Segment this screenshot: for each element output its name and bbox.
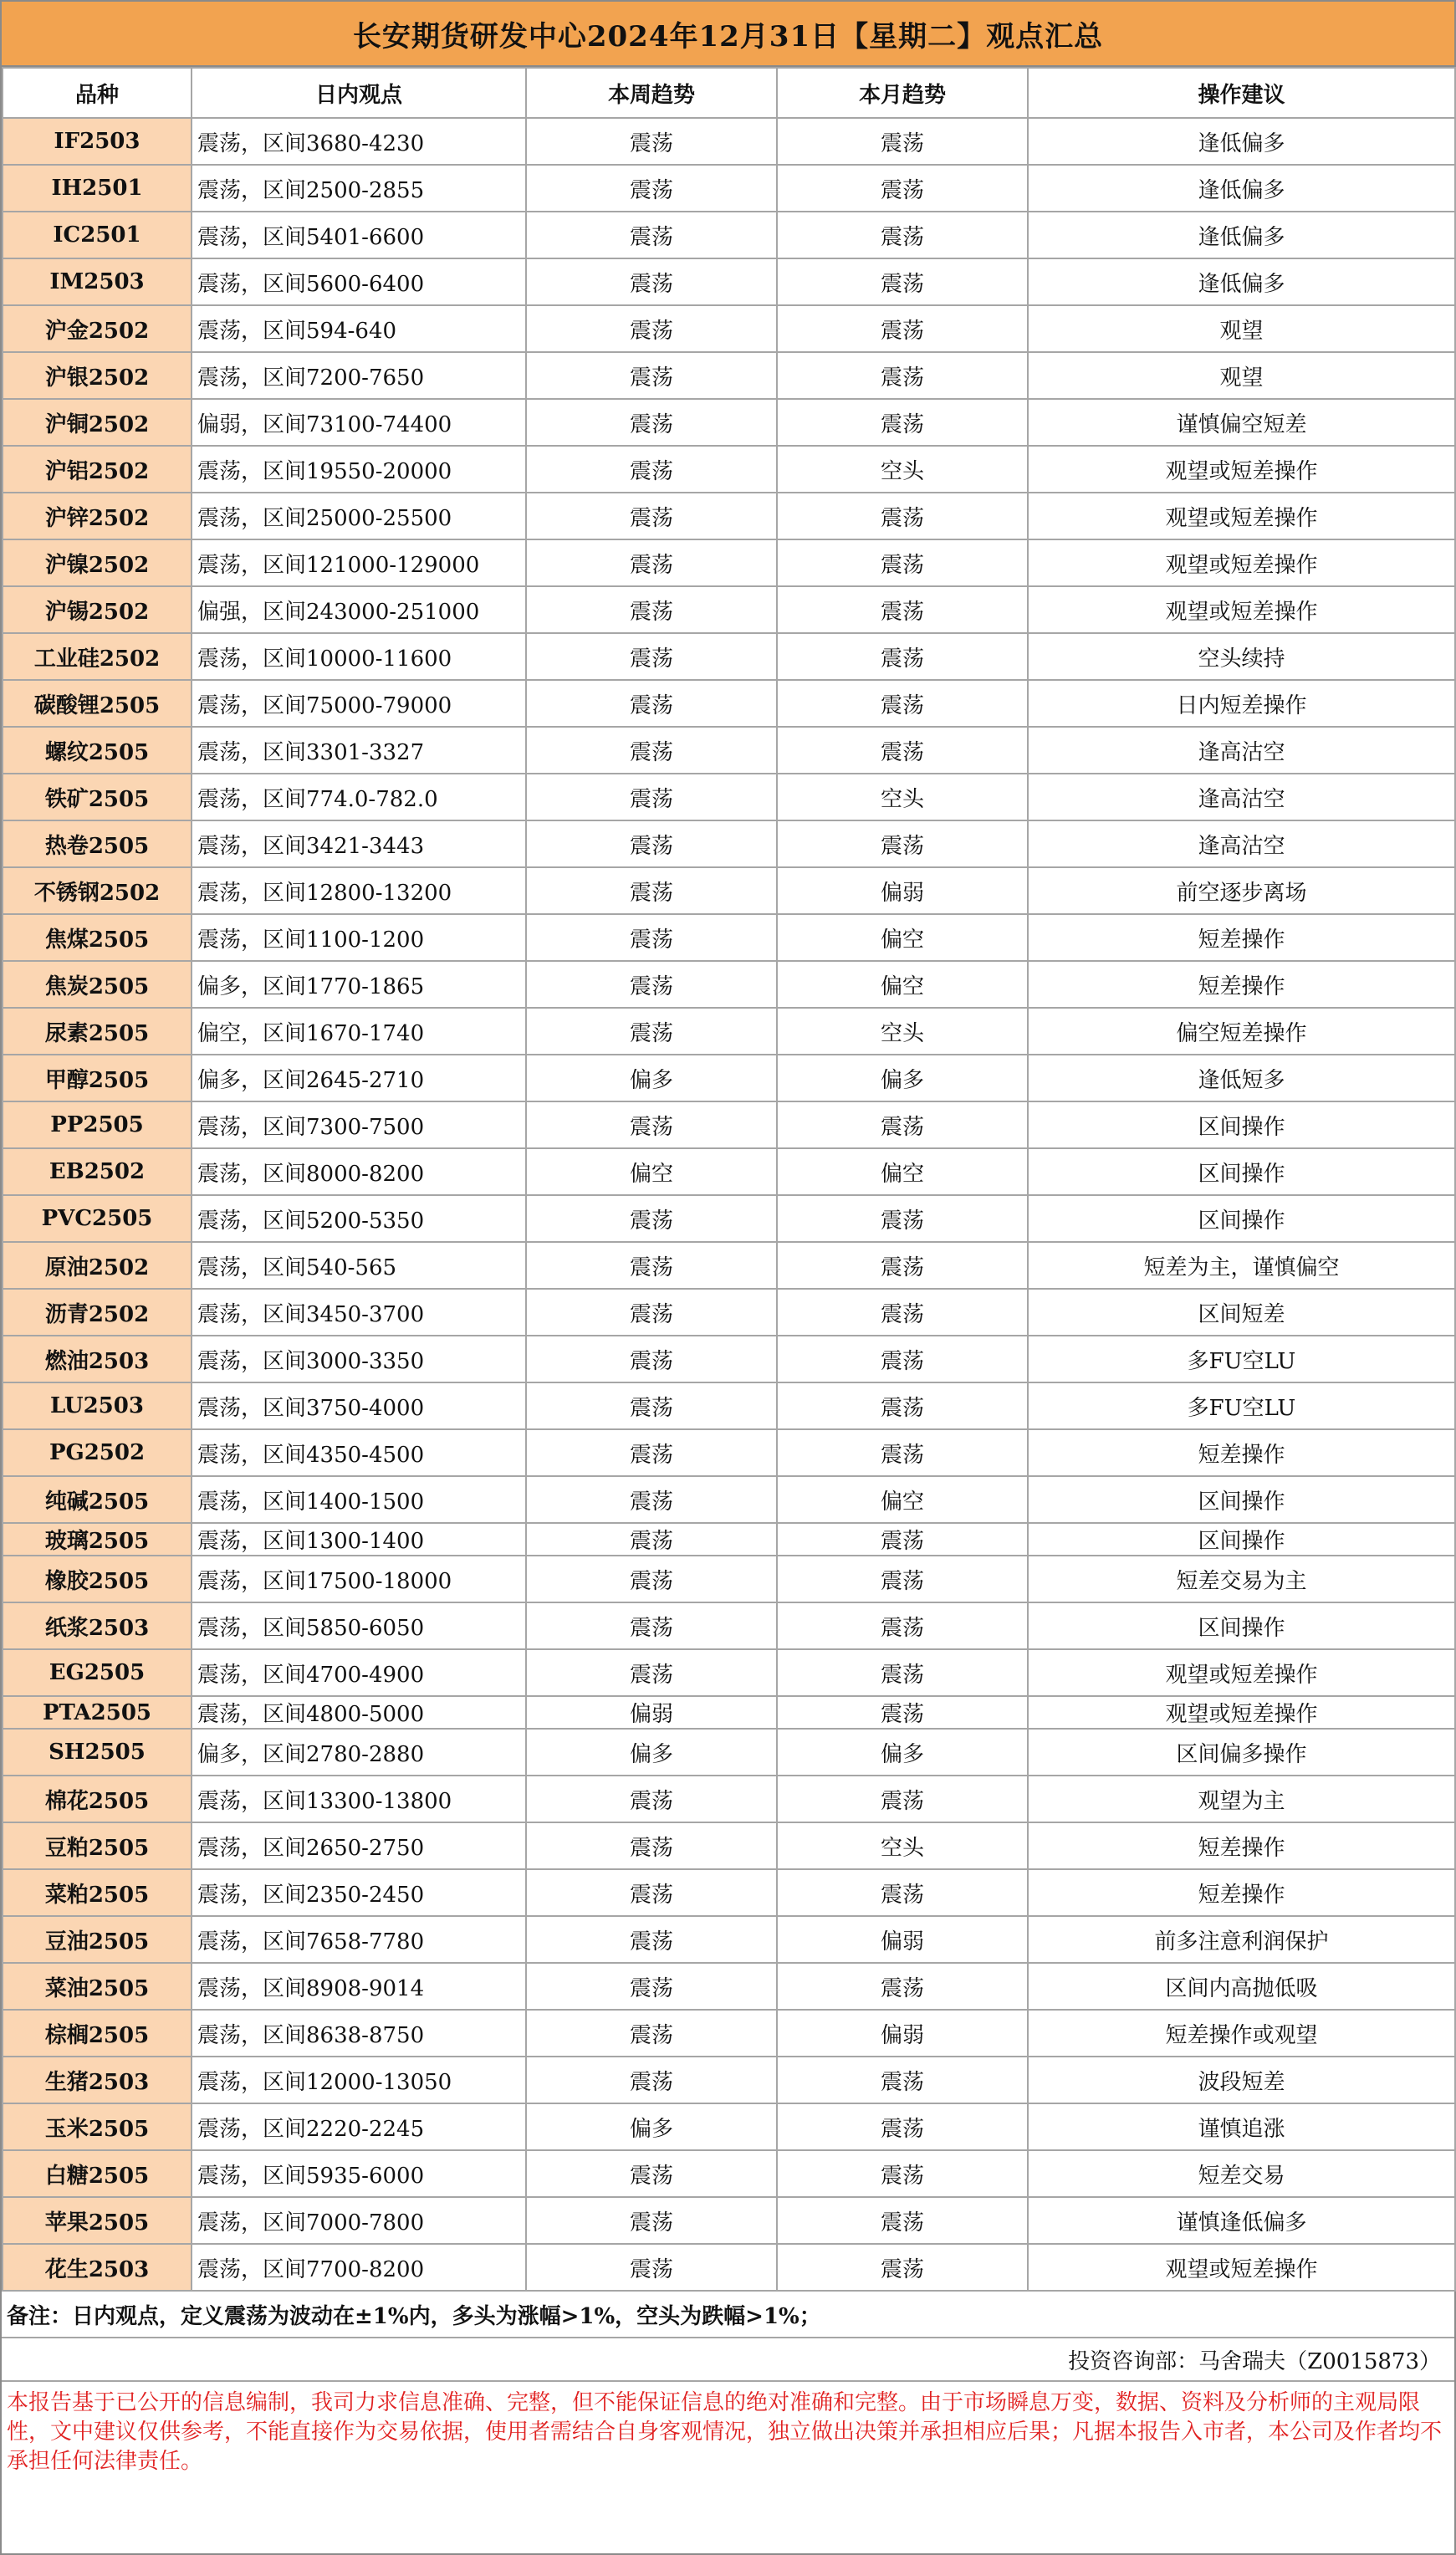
month-trend-cell: 偏弱	[777, 1916, 1028, 1963]
intraday-view-cell: 震荡，区间8000-8200	[192, 1148, 526, 1195]
variety-cell: 甲醇2505	[3, 1055, 192, 1101]
advice-cell: 逢低偏多	[1028, 118, 1455, 165]
table-row	[3, 305, 1455, 352]
week-trend-cell: 震荡	[526, 633, 777, 680]
table-row	[3, 1649, 1455, 1696]
advice-cell: 逢高沽空	[1028, 727, 1455, 774]
table-row	[3, 165, 1455, 212]
table-row	[3, 1696, 1455, 1729]
month-trend-cell: 震荡	[777, 1429, 1028, 1476]
advice-cell: 短差交易	[1028, 2150, 1455, 2197]
intraday-view-cell: 震荡，区间3750-4000	[192, 1382, 526, 1429]
advice-cell: 短差操作	[1028, 1429, 1455, 1476]
week-trend-cell: 震荡	[526, 1523, 777, 1556]
advice-cell: 逢高沽空	[1028, 774, 1455, 820]
header-variety: 品种	[3, 68, 192, 118]
month-trend-cell: 震荡	[777, 258, 1028, 305]
intraday-view-cell: 震荡，区间5600-6400	[192, 258, 526, 305]
advice-cell: 波段短差	[1028, 2057, 1455, 2103]
header-row	[3, 68, 1455, 118]
advice-cell: 短差操作或观望	[1028, 2010, 1455, 2057]
week-trend-cell: 偏多	[526, 2103, 777, 2150]
month-trend-cell: 震荡	[777, 399, 1028, 446]
advice-cell: 逢低偏多	[1028, 165, 1455, 212]
intraday-view-cell: 震荡，区间5200-5350	[192, 1195, 526, 1242]
table-row	[3, 2057, 1455, 2103]
intraday-view-cell: 震荡，区间13300-13800	[192, 1776, 526, 1822]
variety-cell: 生猪2503	[3, 2057, 192, 2103]
variety-cell: 苹果2505	[3, 2197, 192, 2244]
week-trend-cell: 震荡	[526, 774, 777, 820]
week-trend-cell: 震荡	[526, 165, 777, 212]
header-month-trend: 本月趋势	[777, 68, 1028, 118]
month-trend-cell: 震荡	[777, 1776, 1028, 1822]
advice-cell: 谨慎追涨	[1028, 2103, 1455, 2150]
intraday-view-cell: 震荡，区间2220-2245	[192, 2103, 526, 2150]
variety-cell: 玻璃2505	[3, 1523, 192, 1556]
month-trend-cell: 震荡	[777, 493, 1028, 539]
month-trend-cell: 震荡	[777, 1523, 1028, 1556]
table-row	[3, 1776, 1455, 1822]
variety-cell: 沪锡2502	[3, 586, 192, 633]
week-trend-cell: 震荡	[526, 1476, 777, 1523]
month-trend-cell: 震荡	[777, 1382, 1028, 1429]
table-row	[3, 399, 1455, 446]
week-trend-cell: 震荡	[526, 680, 777, 727]
intraday-view-cell: 震荡，区间540-565	[192, 1242, 526, 1289]
advice-cell: 区间偏多操作	[1028, 1729, 1455, 1776]
table-row	[3, 1382, 1455, 1429]
table-row	[3, 1242, 1455, 1289]
week-trend-cell: 偏弱	[526, 1696, 777, 1729]
table-row	[3, 1336, 1455, 1382]
variety-cell: 纸浆2503	[3, 1602, 192, 1649]
table-row	[3, 1148, 1455, 1195]
week-trend-cell: 震荡	[526, 727, 777, 774]
table-row	[3, 727, 1455, 774]
month-trend-cell: 震荡	[777, 586, 1028, 633]
intraday-view-cell: 偏强，区间243000-251000	[192, 586, 526, 633]
table-row	[3, 820, 1455, 867]
advice-cell: 短差交易为主	[1028, 1556, 1455, 1602]
week-trend-cell: 震荡	[526, 1429, 777, 1476]
table-row	[3, 1556, 1455, 1602]
week-trend-cell: 震荡	[526, 2197, 777, 2244]
advice-cell: 空头续持	[1028, 633, 1455, 680]
advice-cell: 短差操作	[1028, 1822, 1455, 1869]
month-trend-cell: 震荡	[777, 1336, 1028, 1382]
variety-cell: 沪铝2502	[3, 446, 192, 493]
report-title: 长安期货研发中心2024年12月31日【星期二】观点汇总	[2, 2, 1454, 67]
advice-cell: 前多注意利润保护	[1028, 1916, 1455, 1963]
week-trend-cell: 震荡	[526, 1382, 777, 1429]
variety-cell: 沪银2502	[3, 352, 192, 399]
week-trend-cell: 震荡	[526, 1556, 777, 1602]
variety-cell: 碳酸锂2505	[3, 680, 192, 727]
week-trend-cell: 震荡	[526, 493, 777, 539]
intraday-view-cell: 震荡，区间2650-2750	[192, 1822, 526, 1869]
week-trend-cell: 震荡	[526, 914, 777, 961]
variety-cell: 花生2503	[3, 2244, 192, 2291]
week-trend-cell: 震荡	[526, 1916, 777, 1963]
month-trend-cell: 偏空	[777, 1476, 1028, 1523]
month-trend-cell: 震荡	[777, 2150, 1028, 2197]
week-trend-cell: 震荡	[526, 1289, 777, 1336]
advice-cell: 逢低偏多	[1028, 258, 1455, 305]
week-trend-cell: 震荡	[526, 1242, 777, 1289]
table-row	[3, 212, 1455, 258]
week-trend-cell: 震荡	[526, 258, 777, 305]
variety-cell: 沥青2502	[3, 1289, 192, 1336]
month-trend-cell: 震荡	[777, 820, 1028, 867]
intraday-view-cell: 震荡，区间774.0-782.0	[192, 774, 526, 820]
advice-cell: 区间操作	[1028, 1523, 1455, 1556]
variety-cell: PTA2505	[3, 1696, 192, 1729]
month-trend-cell: 震荡	[777, 352, 1028, 399]
intraday-view-cell: 震荡，区间10000-11600	[192, 633, 526, 680]
month-trend-cell: 偏多	[777, 1729, 1028, 1776]
advice-cell: 区间内高抛低吸	[1028, 1963, 1455, 2010]
advice-cell: 观望或短差操作	[1028, 586, 1455, 633]
header-week-trend: 本周趋势	[526, 68, 777, 118]
month-trend-cell: 偏空	[777, 914, 1028, 961]
advice-cell: 观望	[1028, 305, 1455, 352]
intraday-view-cell: 偏多，区间2780-2880	[192, 1729, 526, 1776]
intraday-view-cell: 震荡，区间5850-6050	[192, 1602, 526, 1649]
header-advice: 操作建议	[1028, 68, 1455, 118]
week-trend-cell: 震荡	[526, 820, 777, 867]
advice-cell: 观望	[1028, 352, 1455, 399]
variety-cell: 沪镍2502	[3, 539, 192, 586]
month-trend-cell: 震荡	[777, 633, 1028, 680]
advice-cell: 观望或短差操作	[1028, 539, 1455, 586]
intraday-view-cell: 震荡，区间7658-7780	[192, 1916, 526, 1963]
variety-cell: 菜油2505	[3, 1963, 192, 2010]
intraday-view-cell: 震荡，区间1100-1200	[192, 914, 526, 961]
month-trend-cell: 震荡	[777, 2103, 1028, 2150]
disclaimer: 本报告基于已公开的信息编制，我司力求信息准确、完整，但不能保证信息的绝对准确和完整。由于市场瞬息万变，数据、资料及分析师的主观局限性，文中建议仅供参考，不能直接作为交易依据，使用者需结合自身客观情况，独立做出决策并承担相应后果；凡据本报告入市者，本公司及作者均不承担任何法律责任。	[7, 2390, 1443, 2474]
table-row	[3, 2010, 1455, 2057]
month-trend-cell: 偏多	[777, 1055, 1028, 1101]
variety-cell: 棕榈2505	[3, 2010, 192, 2057]
table-row	[3, 493, 1455, 539]
intraday-view-cell: 震荡，区间7300-7500	[192, 1101, 526, 1148]
intraday-view-cell: 震荡，区间7700-8200	[192, 2244, 526, 2291]
variety-cell: 铁矿2505	[3, 774, 192, 820]
week-trend-cell: 震荡	[526, 446, 777, 493]
variety-cell: 沪锌2502	[3, 493, 192, 539]
week-trend-cell: 震荡	[526, 867, 777, 914]
variety-cell: 豆粕2505	[3, 1822, 192, 1869]
intraday-view-cell: 震荡，区间19550-20000	[192, 446, 526, 493]
table-row	[3, 352, 1455, 399]
month-trend-cell: 震荡	[777, 212, 1028, 258]
advice-cell: 偏空短差操作	[1028, 1008, 1455, 1055]
variety-cell: 工业硅2502	[3, 633, 192, 680]
intraday-view-cell: 震荡，区间8908-9014	[192, 1963, 526, 2010]
month-trend-cell: 震荡	[777, 1869, 1028, 1916]
variety-cell: 焦炭2505	[3, 961, 192, 1008]
table-row	[3, 2244, 1455, 2291]
month-trend-cell: 偏弱	[777, 2010, 1028, 2057]
table-row	[3, 1476, 1455, 1523]
advice-cell: 前空逐步离场	[1028, 867, 1455, 914]
advice-cell: 观望或短差操作	[1028, 446, 1455, 493]
intraday-view-cell: 震荡，区间5935-6000	[192, 2150, 526, 2197]
table-row	[3, 2150, 1455, 2197]
variety-cell: PVC2505	[3, 1195, 192, 1242]
intraday-view-cell: 偏多，区间2645-2710	[192, 1055, 526, 1101]
month-trend-cell: 震荡	[777, 2244, 1028, 2291]
header-intraday: 日内观点	[192, 68, 526, 118]
month-trend-cell: 空头	[777, 1008, 1028, 1055]
table-row	[3, 1729, 1455, 1776]
variety-cell: IH2501	[3, 165, 192, 212]
intraday-view-cell: 震荡，区间4350-4500	[192, 1429, 526, 1476]
advice-cell: 短差为主，谨慎偏空	[1028, 1242, 1455, 1289]
month-trend-cell: 震荡	[777, 539, 1028, 586]
intraday-view-cell: 震荡，区间8638-8750	[192, 2010, 526, 2057]
table-row	[3, 1195, 1455, 1242]
advice-cell: 多FU空LU	[1028, 1336, 1455, 1382]
month-trend-cell: 空头	[777, 774, 1028, 820]
month-trend-cell: 偏空	[777, 1148, 1028, 1195]
advice-cell: 区间操作	[1028, 1195, 1455, 1242]
table-row	[3, 1916, 1455, 1963]
variety-cell: LU2503	[3, 1382, 192, 1429]
table-row	[3, 118, 1455, 165]
table-row	[3, 1869, 1455, 1916]
variety-cell: 白糖2505	[3, 2150, 192, 2197]
variety-cell: IM2503	[3, 258, 192, 305]
week-trend-cell: 震荡	[526, 352, 777, 399]
variety-cell: 螺纹2505	[3, 727, 192, 774]
variety-cell: PG2502	[3, 1429, 192, 1476]
intraday-view-cell: 震荡，区间7200-7650	[192, 352, 526, 399]
intraday-view-cell: 偏多，区间1770-1865	[192, 961, 526, 1008]
month-trend-cell: 震荡	[777, 727, 1028, 774]
table-row	[3, 1055, 1455, 1101]
advice-cell: 区间操作	[1028, 1476, 1455, 1523]
table-row	[3, 1008, 1455, 1055]
month-trend-cell: 震荡	[777, 1602, 1028, 1649]
month-trend-cell: 空头	[777, 446, 1028, 493]
intraday-view-cell: 震荡，区间3000-3350	[192, 1336, 526, 1382]
table-row	[3, 867, 1455, 914]
week-trend-cell: 震荡	[526, 1008, 777, 1055]
intraday-view-cell: 震荡，区间1300-1400	[192, 1523, 526, 1556]
month-trend-cell: 震荡	[777, 1696, 1028, 1729]
variety-cell: 玉米2505	[3, 2103, 192, 2150]
week-trend-cell: 偏多	[526, 1055, 777, 1101]
week-trend-cell: 震荡	[526, 1649, 777, 1696]
week-trend-cell: 震荡	[526, 1602, 777, 1649]
variety-cell: EG2505	[3, 1649, 192, 1696]
advice-cell: 观望或短差操作	[1028, 493, 1455, 539]
month-trend-cell: 震荡	[777, 1556, 1028, 1602]
week-trend-cell: 震荡	[526, 2057, 777, 2103]
intraday-view-cell: 偏空，区间1670-1740	[192, 1008, 526, 1055]
variety-cell: 沪金2502	[3, 305, 192, 352]
week-trend-cell: 震荡	[526, 1776, 777, 1822]
table-row	[3, 914, 1455, 961]
table-row	[3, 446, 1455, 493]
table-row	[3, 1429, 1455, 1476]
intraday-view-cell: 震荡，区间2500-2855	[192, 165, 526, 212]
table-row	[3, 961, 1455, 1008]
table-body	[3, 118, 1455, 2291]
week-trend-cell: 震荡	[526, 212, 777, 258]
variety-cell: 菜粕2505	[3, 1869, 192, 1916]
intraday-view-cell: 震荡，区间3301-3327	[192, 727, 526, 774]
intraday-view-cell: 震荡，区间121000-129000	[192, 539, 526, 586]
advice-cell: 观望为主	[1028, 1776, 1455, 1822]
week-trend-cell: 震荡	[526, 2150, 777, 2197]
variety-cell: 橡胶2505	[3, 1556, 192, 1602]
variety-cell: 纯碱2505	[3, 1476, 192, 1523]
week-trend-cell: 震荡	[526, 1869, 777, 1916]
contact-line: 投资咨询部：马舍瑞夫（Z0015873）	[2, 2338, 1454, 2382]
advice-cell: 观望或短差操作	[1028, 2244, 1455, 2291]
advice-cell: 区间短差	[1028, 1289, 1455, 1336]
intraday-view-cell: 震荡，区间4800-5000	[192, 1696, 526, 1729]
variety-cell: 热卷2505	[3, 820, 192, 867]
week-trend-cell: 震荡	[526, 1336, 777, 1382]
table-row	[3, 633, 1455, 680]
variety-cell: EB2502	[3, 1148, 192, 1195]
variety-cell: 棉花2505	[3, 1776, 192, 1822]
month-trend-cell: 震荡	[777, 1289, 1028, 1336]
advice-cell: 多FU空LU	[1028, 1382, 1455, 1429]
intraday-view-cell: 震荡，区间17500-18000	[192, 1556, 526, 1602]
month-trend-cell: 偏空	[777, 961, 1028, 1008]
month-trend-cell: 震荡	[777, 680, 1028, 727]
intraday-view-cell: 震荡，区间12800-13200	[192, 867, 526, 914]
week-trend-cell: 震荡	[526, 1195, 777, 1242]
advice-cell: 区间操作	[1028, 1602, 1455, 1649]
intraday-view-cell: 震荡，区间3680-4230	[192, 118, 526, 165]
views-table	[2, 67, 1456, 2292]
week-trend-cell: 震荡	[526, 118, 777, 165]
variety-cell: 焦煤2505	[3, 914, 192, 961]
advice-cell: 逢高沽空	[1028, 820, 1455, 867]
table-row	[3, 258, 1455, 305]
month-trend-cell: 震荡	[777, 1963, 1028, 2010]
month-trend-cell: 震荡	[777, 1649, 1028, 1696]
month-trend-cell: 震荡	[777, 1195, 1028, 1242]
week-trend-cell: 偏空	[526, 1148, 777, 1195]
intraday-view-cell: 震荡，区间12000-13050	[192, 2057, 526, 2103]
variety-cell: IC2501	[3, 212, 192, 258]
intraday-view-cell: 震荡，区间5401-6600	[192, 212, 526, 258]
intraday-view-cell: 震荡，区间75000-79000	[192, 680, 526, 727]
intraday-view-cell: 震荡，区间1400-1500	[192, 1476, 526, 1523]
table-row	[3, 539, 1455, 586]
week-trend-cell: 震荡	[526, 2010, 777, 2057]
intraday-view-cell: 震荡，区间3450-3700	[192, 1289, 526, 1336]
month-trend-cell: 震荡	[777, 305, 1028, 352]
variety-cell: 尿素2505	[3, 1008, 192, 1055]
week-trend-cell: 震荡	[526, 2244, 777, 2291]
table-row	[3, 1101, 1455, 1148]
week-trend-cell: 偏多	[526, 1729, 777, 1776]
table-row	[3, 1822, 1455, 1869]
intraday-view-cell: 震荡，区间7000-7800	[192, 2197, 526, 2244]
month-trend-cell: 空头	[777, 1822, 1028, 1869]
advice-cell: 观望或短差操作	[1028, 1649, 1455, 1696]
month-trend-cell: 震荡	[777, 1242, 1028, 1289]
advice-cell: 短差操作	[1028, 961, 1455, 1008]
advice-cell: 短差操作	[1028, 914, 1455, 961]
table-row	[3, 586, 1455, 633]
week-trend-cell: 震荡	[526, 1963, 777, 2010]
table-row	[3, 1523, 1455, 1556]
variety-cell: 沪铜2502	[3, 399, 192, 446]
month-trend-cell: 偏弱	[777, 867, 1028, 914]
week-trend-cell: 震荡	[526, 305, 777, 352]
advice-cell: 谨慎逢低偏多	[1028, 2197, 1455, 2244]
table-row	[3, 1602, 1455, 1649]
week-trend-cell: 震荡	[526, 539, 777, 586]
variety-cell: IF2503	[3, 118, 192, 165]
week-trend-cell: 震荡	[526, 1101, 777, 1148]
table-row	[3, 774, 1455, 820]
advice-cell: 日内短差操作	[1028, 680, 1455, 727]
variety-cell: 原油2502	[3, 1242, 192, 1289]
intraday-view-cell: 震荡，区间25000-25500	[192, 493, 526, 539]
table-row	[3, 2197, 1455, 2244]
month-trend-cell: 震荡	[777, 165, 1028, 212]
table-row	[3, 2103, 1455, 2150]
intraday-view-cell: 震荡，区间3421-3443	[192, 820, 526, 867]
month-trend-cell: 震荡	[777, 2057, 1028, 2103]
intraday-view-cell: 震荡，区间4700-4900	[192, 1649, 526, 1696]
variety-cell: 豆油2505	[3, 1916, 192, 1963]
week-trend-cell: 震荡	[526, 961, 777, 1008]
advice-cell: 区间操作	[1028, 1101, 1455, 1148]
month-trend-cell: 震荡	[777, 2197, 1028, 2244]
week-trend-cell: 震荡	[526, 399, 777, 446]
advice-cell: 谨慎偏空短差	[1028, 399, 1455, 446]
month-trend-cell: 震荡	[777, 1101, 1028, 1148]
variety-cell: 燃油2503	[3, 1336, 192, 1382]
advice-cell: 区间操作	[1028, 1148, 1455, 1195]
week-trend-cell: 震荡	[526, 586, 777, 633]
advice-cell: 逢低偏多	[1028, 212, 1455, 258]
table-row	[3, 680, 1455, 727]
variety-cell: SH2505	[3, 1729, 192, 1776]
variety-cell: 不锈钢2502	[3, 867, 192, 914]
intraday-view-cell: 震荡，区间2350-2450	[192, 1869, 526, 1916]
advice-cell: 观望或短差操作	[1028, 1696, 1455, 1729]
month-trend-cell: 震荡	[777, 118, 1028, 165]
table-row	[3, 1963, 1455, 2010]
advice-cell: 逢低短多	[1028, 1055, 1455, 1101]
advice-cell: 短差操作	[1028, 1869, 1455, 1916]
footnote: 备注：日内观点，定义震荡为波动在±1%内，多头为涨幅>1%，空头为跌幅>1%；	[2, 2292, 1454, 2338]
table-row	[3, 1289, 1455, 1336]
intraday-view-cell: 震荡，区间594-640	[192, 305, 526, 352]
variety-cell: PP2505	[3, 1101, 192, 1148]
week-trend-cell: 震荡	[526, 1822, 777, 1869]
intraday-view-cell: 偏弱，区间73100-74400	[192, 399, 526, 446]
